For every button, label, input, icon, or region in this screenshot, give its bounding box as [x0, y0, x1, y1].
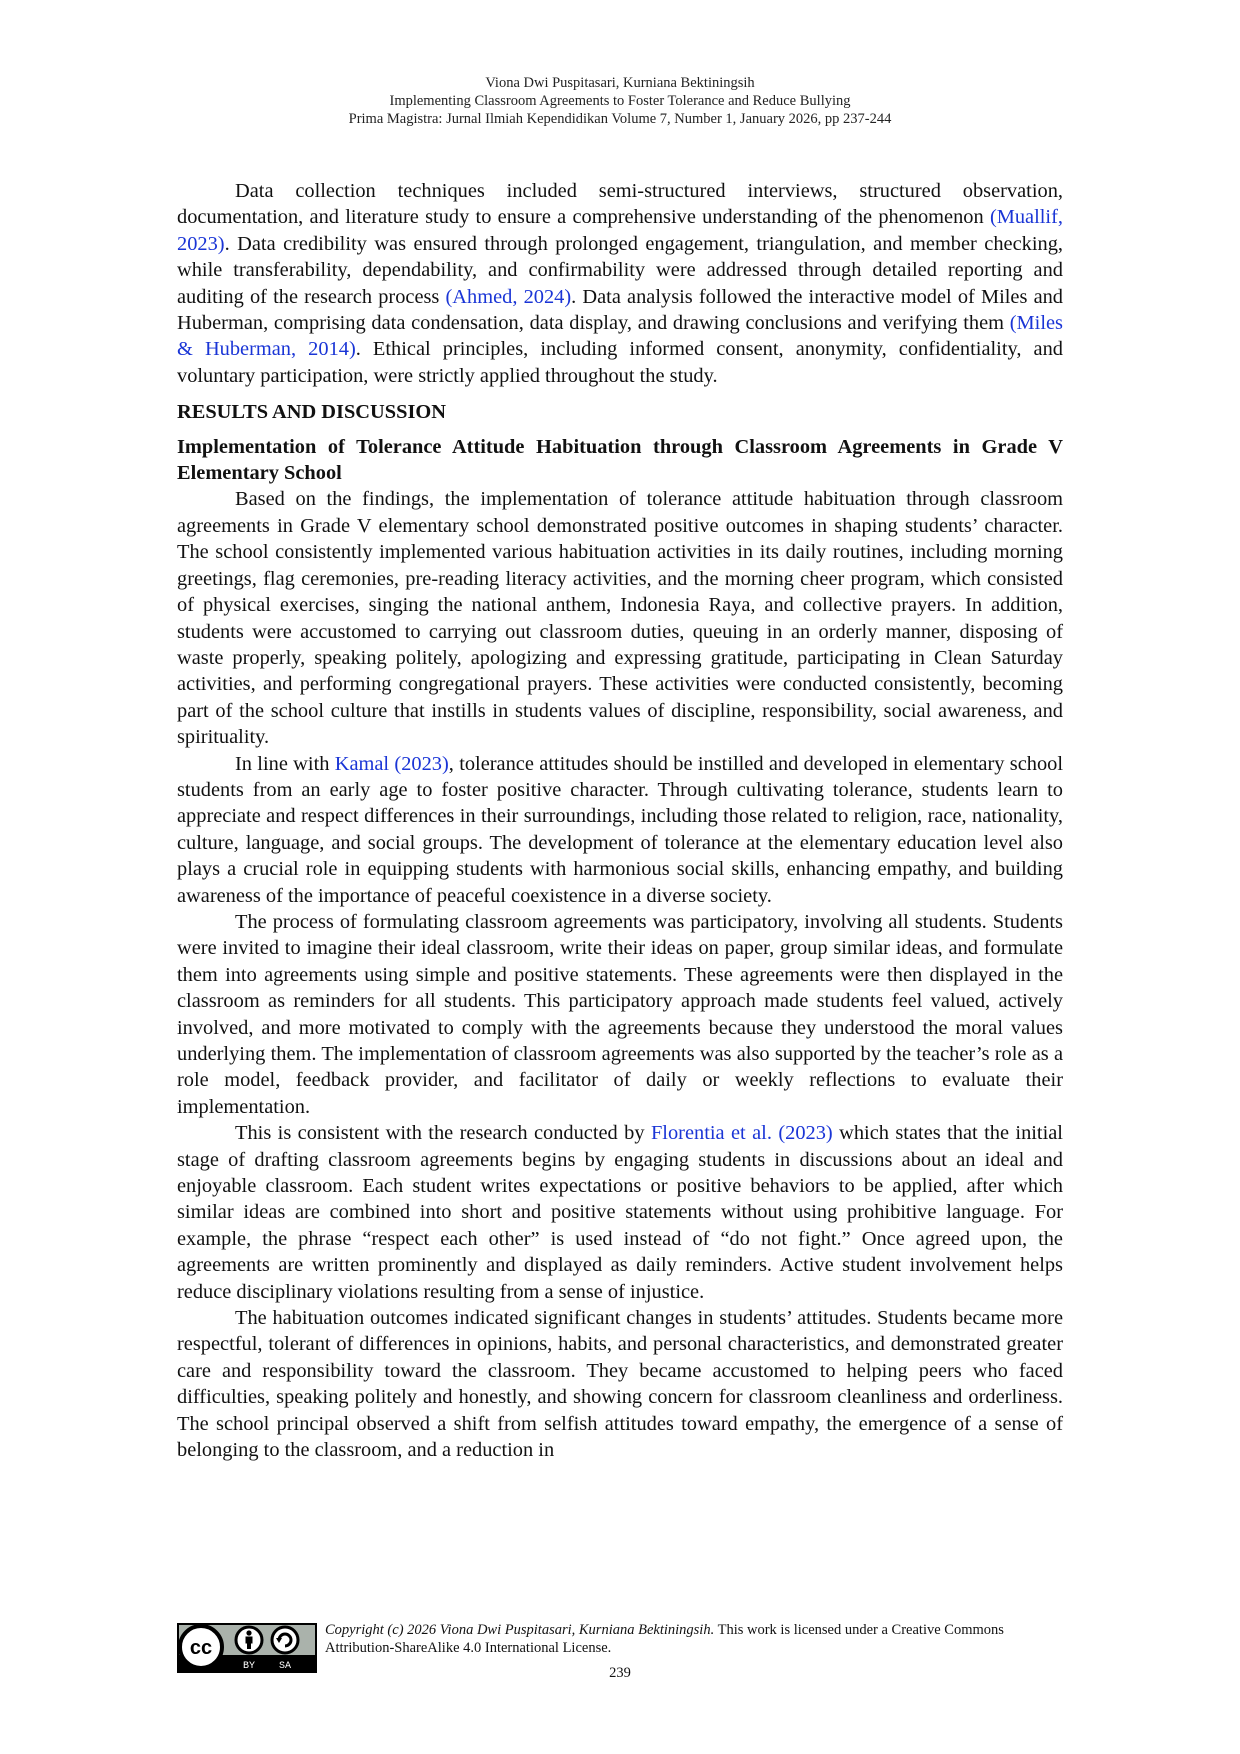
paragraph-consistency: [177, 1120, 1063, 1305]
paragraph-text: , tolerance attitudes should be instilled and developed in elementary school students from an early age to foster positive character. Through cultivating tolerance, students learn to appreciate and respect differences in their surroundings, including those related to religion, race, nationality, culture, language, and social groups. The development of tolerance at the elementary education level also plays a crucial role in equipping students with harmonious social skills, enhancing empathy, and building awareness of the importance of peaceful coexistence in a diverse society.: [177, 752, 1064, 907]
sharealike-icon: [272, 1627, 298, 1653]
badge-sa-label: SA: [278, 1661, 292, 1672]
license-text[interactable]: This work is licensed under a Creative Commons Attribution-ShareAlike 4.0 International License.: [325, 1622, 1004, 1656]
paragraph-text: This is consistent with the research conducted by: [235, 1122, 651, 1145]
header-title: Implementing Classroom Agreements to Foster Tolerance and Reduce Bullying: [389, 93, 851, 109]
page-number: 239: [609, 1665, 631, 1681]
paragraph-text: . Data analysis followed the interactive model of Miles and Huberman, comprising data condensation, data display, and drawing conclusions and verifying them: [177, 285, 1064, 335]
paragraph-tolerance: [177, 751, 1063, 909]
citation-link[interactable]: (Miles & Huberman, 2014): [177, 312, 1063, 361]
paragraph-outcomes: The habituation outcomes indicated significant changes in students’ attitudes. Students became more respectful, tolerant of differences in opinions, habits, and personal characteristics, and demonstrated greater care and responsibility toward the classroom. They became accustomed to helping peers who faced difficulties, speaking politely and honestly, and showing concern for classroom cleanliness and orderliness. The school principal observed a shift from selfish attitudes toward empathy, the emergence of a sense of belonging to the classroom, and a reduction in: [177, 1307, 1063, 1462]
header-authors: Viona Dwi Puspitasari, Kurniana Bektiningsih: [485, 75, 755, 91]
paragraph-text: Data collection techniques included semi-structured interviews, structured observation, documentation, and literature study to ensure a comprehensive understanding of the phenomenon: [177, 180, 1063, 229]
citation-link[interactable]: Florentia et al. (2023): [650, 1122, 833, 1145]
paragraph-text: In line with: [235, 752, 335, 775]
citation-link[interactable]: (Ahmed, 2024): [445, 285, 572, 308]
attribution-person-icon: [236, 1627, 262, 1653]
paragraph-text: which states that the initial stage of drafting classroom agreements begins by engaging students in discussions about an ideal and enjoyable classroom. Each student writes expectations or positive behaviors to be applied, after which similar ideas are combined into short and positive statements without using prohibitive language. For example, the phrase “respect each other” is used instead of “do not fight.” Once agreed upon, the agreements are written prominently and displayed as daily reminders. Active student involvement helps reduce disciplinary violations resulting from a sense of injustice.: [177, 1122, 1063, 1303]
paragraph-process: The process of formulating classroom agreements was participatory, involving all students. Students were invited to imagine their ideal classroom, write their ideas on paper, group similar ideas, and formulate them into agreements using simple and positive statements. These agreements were then displayed in the classroom as reminders for all students. This participatory approach made students feel valued, actively involved, and more motivated to comply with the agreements because they understood the moral values underlying them. The implementation of classroom agreements was also supported by the teacher’s role as a role model, feedback provider, and facilitator of daily or weekly reflections to evaluate their implementation.: [177, 910, 1063, 1118]
section-heading: RESULTS AND DISCUSSION: [177, 401, 446, 424]
running-header: [0, 74, 1240, 128]
paragraph-text: . Ethical principles, including informed consent, anonymity, confidentiality, and voluntary participation, were strictly applied throughout the study.: [177, 338, 1063, 387]
header-journal: Prima Magistra: Jurnal Ilmiah Kependidikan Volume 7, Number 1, January 2026, pp 237-244: [348, 111, 892, 127]
copyright-text: Copyright (c) 2026 Viona Dwi Puspitasari, Kurniana Bektiningsih.: [325, 1622, 715, 1638]
badge-by-label: BY: [242, 1661, 256, 1672]
paragraph-habituation: Based on the findings, the implementation of tolerance attitude habituation through classroom agreements in Grade V elementary school demonstrated positive outcomes in shaping students’ character. The school consistently implemented various habituation activities in its daily routines, including morning greetings, flag ceremonies, pre-reading literacy activities, and the morning cheer program, which consisted of physical exercises, singing the national anthem, Indonesia Raya, and collective prayers. In addition, students were accustomed to carrying out classroom duties, queuing in an orderly manner, disposing of waste properly, speaking politely, apologizing and expressing gratitude, participating in Clean Saturday activities, and performing congregational prayers. These activities were conducted consistently, becoming part of the school culture that instills in students values of discipline, responsibility, social awareness, and spirituality.: [177, 488, 1063, 749]
citation-link[interactable]: (Muallif, 2023): [177, 206, 1063, 255]
paragraph-text: . Data credibility was ensured through prolonged engagement, triangulation, and member checking, while transferability, dependability, and confirmability were addressed through detailed reporting and auditing of the research process: [177, 232, 1063, 308]
svg-text:cc: cc: [189, 1637, 213, 1659]
article-body: [177, 178, 1063, 1464]
paragraph-methods: [177, 178, 1063, 389]
citation-link[interactable]: Kamal (2023): [334, 752, 449, 775]
license-notice: [325, 1621, 1067, 1657]
subsection-heading: Implementation of Tolerance Attitude Habituation through Classroom Agreements in Grade V Elementary School: [177, 435, 1063, 485]
cc-icon: [180, 1626, 222, 1668]
